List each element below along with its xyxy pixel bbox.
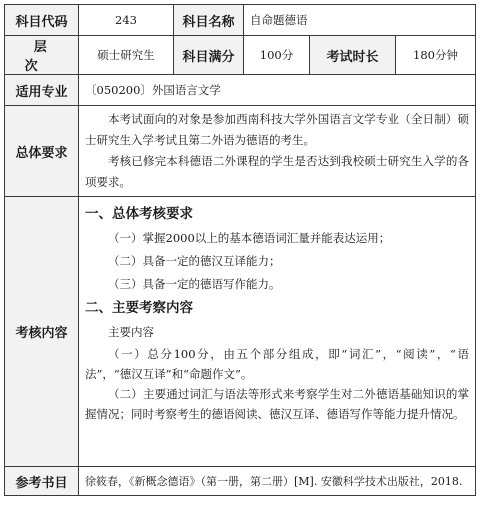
major-label: 适用专业 [5, 75, 79, 106]
section-subheading: 主要内容 [108, 325, 154, 339]
level-value: 硕士研究生 [79, 36, 174, 75]
full-score-label: 科目满分 [174, 36, 244, 75]
exam-content-body [79, 197, 476, 467]
overall-paragraph: 考核已修完本科德语二外课程的学生是否达到我校硕士研究生入学的各项要求。 [85, 154, 469, 189]
exam-syllabus-table [4, 4, 476, 496]
level-row [5, 36, 476, 75]
exam-duration-label: 考试时长 [310, 36, 396, 75]
major-row [5, 75, 476, 106]
major-value: 〔050200〕外国语言文学 [79, 75, 476, 106]
requirement-item: （一）掌握2000以上的基本德语词汇量并能表达运用； [108, 231, 391, 245]
overall-paragraph: 本考试面向的对象是参加西南科技大学外国语言文学专业（全日制）硕士研究生入学考试且第二外语为德语的考生。 [85, 112, 469, 147]
requirement-item: （三）具备一定的德语写作能力。 [108, 277, 281, 291]
level-label: 层次 [24, 40, 68, 74]
exam-duration-value: 180分钟 [396, 36, 476, 75]
references-value: 徐筱春，《新概念德语》（第一册，第二册）[M]. 安徽科学技术出版社，2018. [79, 467, 476, 496]
exam-content-row [5, 197, 476, 467]
subject-name-label: 科目名称 [174, 5, 244, 36]
overall-requirements-row [5, 106, 476, 197]
overall-requirements-content [79, 106, 476, 197]
content-paragraph: （一）总分100分，由五个部分组成，即“词汇”，“阅读”，“语法”，“德汉互译”和“命题作文”。 [85, 347, 469, 381]
references-row [5, 467, 476, 496]
subject-code-value: 243 [79, 5, 174, 36]
overall-requirements-label: 总体要求 [5, 106, 79, 197]
subject-code-label: 科目代码 [5, 5, 79, 36]
subject-name-value: 自命题德语 [244, 5, 476, 36]
subject-row [5, 5, 476, 36]
exam-content-label: 考核内容 [5, 197, 79, 467]
requirement-item: （二）具备一定的德汉互译能力； [108, 254, 281, 268]
section-title: 二、主要考察内容 [85, 300, 193, 316]
section-title: 一、总体考核要求 [85, 206, 193, 222]
full-score-value: 100分 [244, 36, 310, 75]
content-paragraph: （二）主要通过词汇与语法等形式来考察学生对二外德语基础知识的掌握情况；同时考察考生的德语阅读、德汉互译、德语写作等能力提升情况。 [85, 387, 469, 421]
references-label: 参考书目 [5, 467, 79, 496]
